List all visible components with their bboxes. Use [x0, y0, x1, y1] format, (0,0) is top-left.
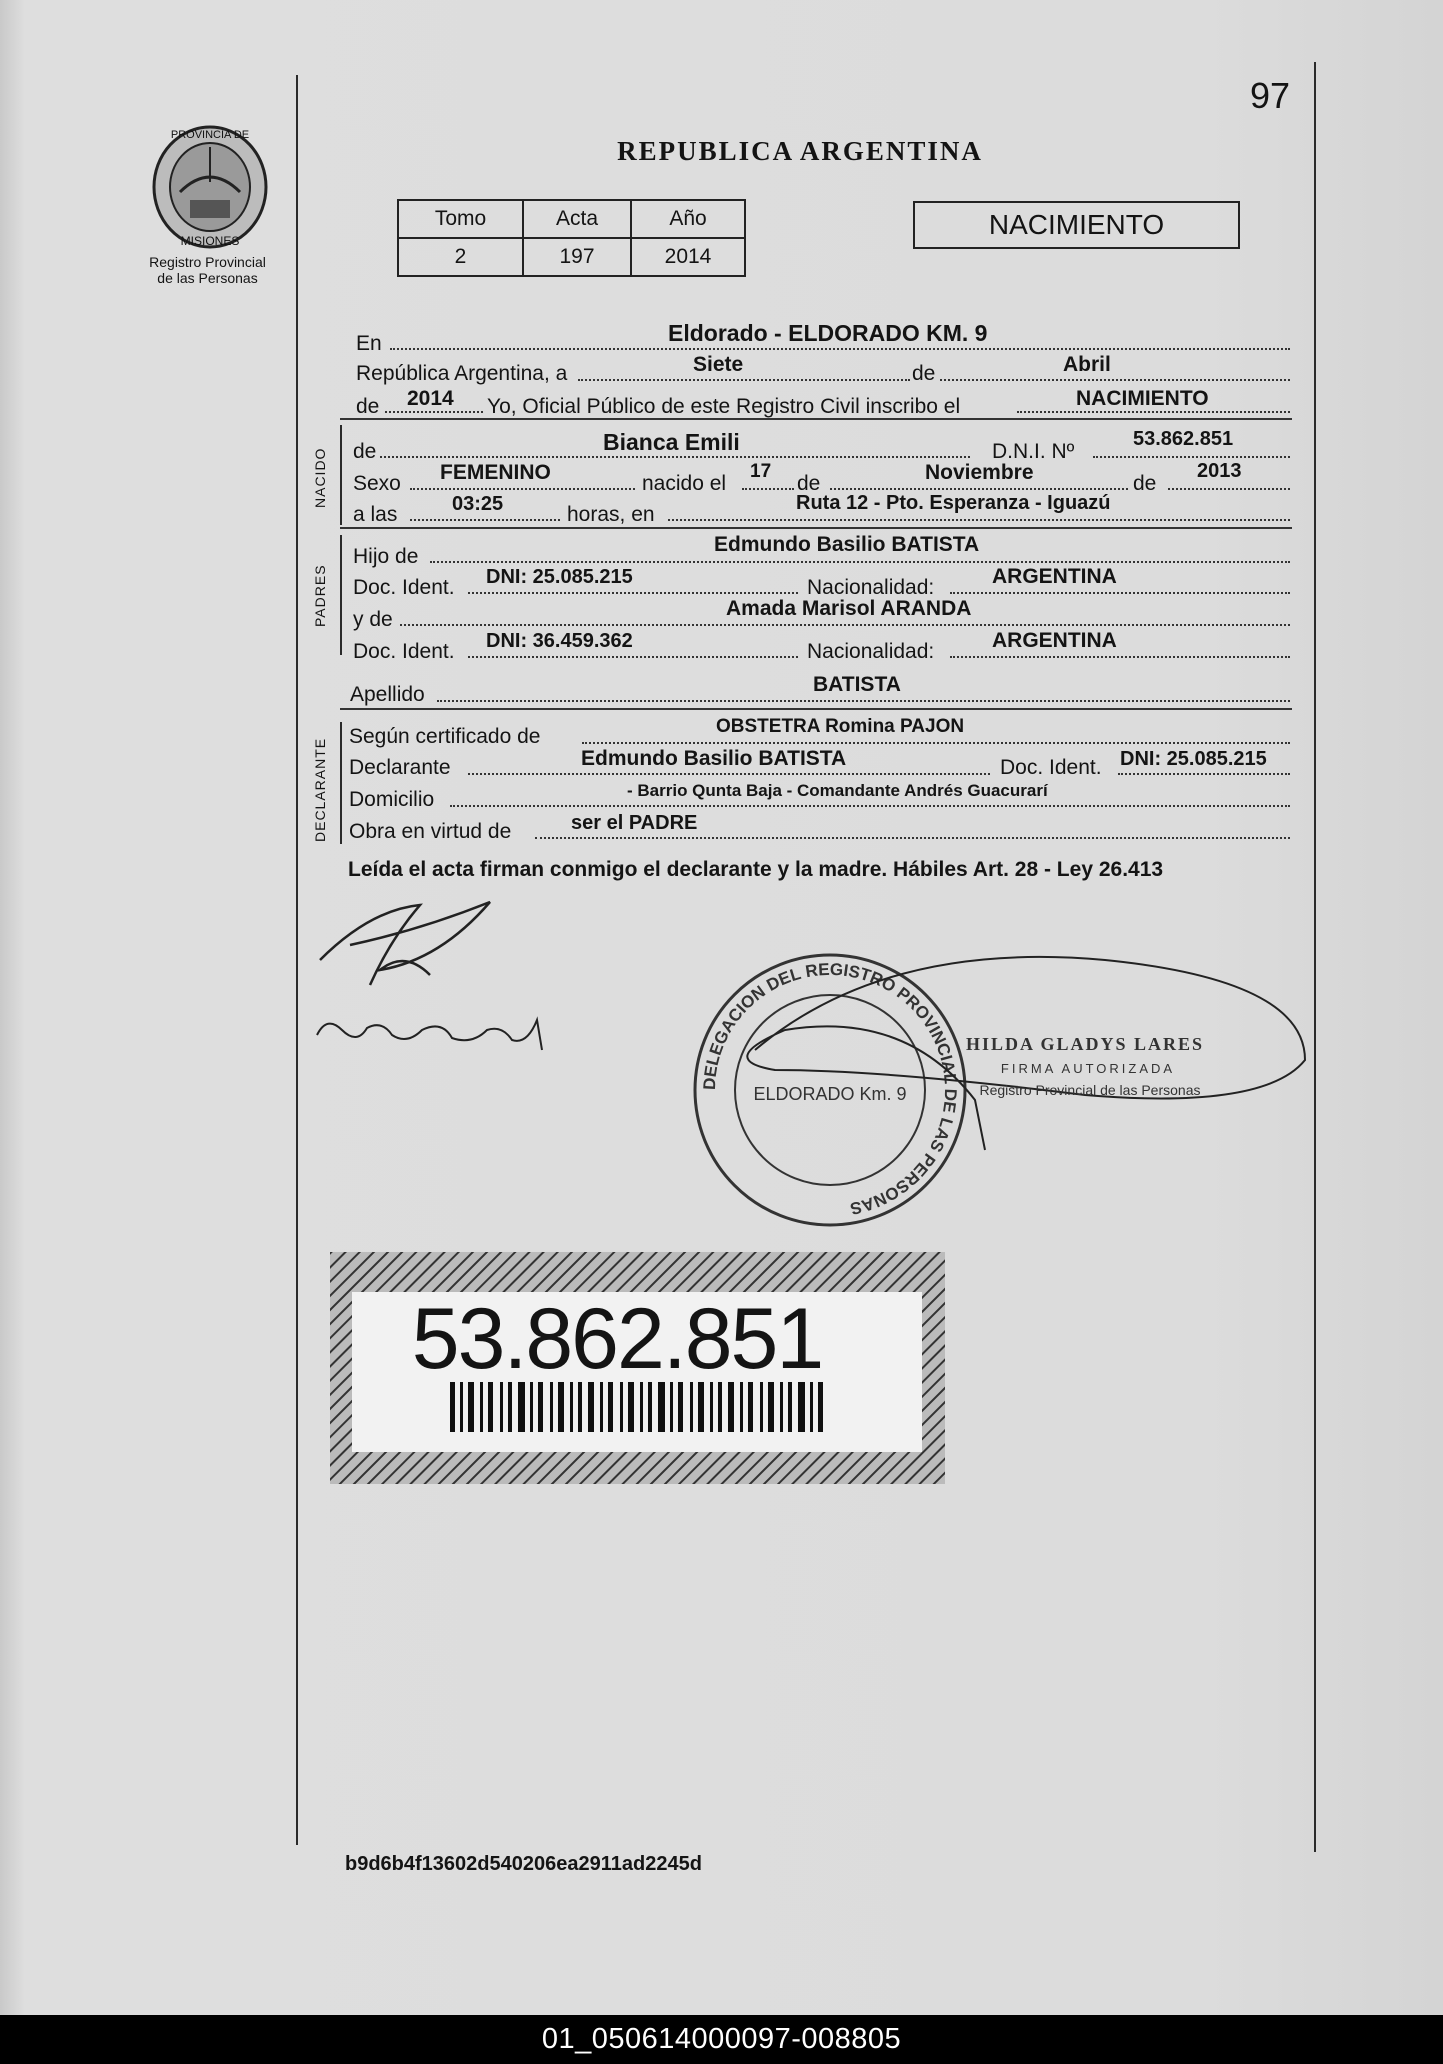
svg-text:FIRMA AUTORIZADA: FIRMA AUTORIZADA: [1000, 1061, 1176, 1076]
mother-nat: ARGENTINA: [992, 629, 1117, 652]
ano-header: Año: [631, 200, 745, 238]
page-number: 97: [1250, 75, 1291, 116]
nacido-section-label: NACIDO: [312, 447, 328, 508]
svg-text:Aranda marisol: Aranda marisol: [312, 1000, 319, 1001]
left-margin-line: [296, 75, 298, 1845]
document-hash: b9d6b4f13602d540206ea2911ad2245d: [345, 1853, 702, 1875]
nacido-de-label-2: de: [797, 472, 821, 495]
birth-day: 17: [750, 461, 772, 482]
horas-label: horas, en: [567, 503, 655, 526]
svg-text:Registro Provincial de las Per: Registro Provincial de las Personas: [979, 1082, 1201, 1098]
document-title: REPUBLICA ARGENTINA: [617, 136, 983, 166]
cert-value: OBSTETRA Romina PAJON: [716, 716, 965, 737]
dni-label: D.N.I. Nº: [992, 440, 1075, 463]
acta-header: Acta: [523, 200, 631, 238]
de-label-1: de: [912, 362, 936, 385]
obra-value: ser el PADRE: [571, 812, 698, 834]
svg-text:HILDA GLADYS LARES: HILDA GLADYS LARES: [965, 1034, 1205, 1054]
logo-caption: Registro Provincial de las Personas: [149, 254, 266, 286]
birth-month: Noviembre: [925, 461, 1034, 484]
official-stamp: [685, 950, 1325, 1230]
year-value: 2014: [407, 387, 454, 410]
a-las-label: a las: [353, 503, 398, 526]
closing-statement: Leída el acta firman conmigo el declarante y la madre. Hábiles Art. 28 - Ley 26.413: [348, 858, 1164, 881]
nacido-de-label: de: [353, 440, 377, 463]
tomo-header: Tomo: [398, 200, 523, 238]
domicilio-label: Domicilio: [349, 788, 435, 811]
month-value: Abril: [1063, 353, 1111, 376]
place-value: Eldorado - ELDORADO KM. 9: [668, 320, 988, 346]
en-label: En: [356, 332, 382, 355]
mother-name: Amada Marisol ARANDA: [726, 597, 972, 620]
record-type-box: NACIMIENTO: [913, 201, 1240, 249]
declarante-doc: DNI: 25.085.215: [1120, 748, 1267, 770]
apellido-label: Apellido: [350, 683, 425, 706]
obra-label: Obra en virtud de: [349, 820, 512, 843]
acta-value: 197: [523, 238, 631, 276]
tomo-value: 2: [398, 238, 523, 276]
father-doc: DNI: 25.085.215: [486, 566, 633, 588]
ano-value: 2014: [631, 238, 745, 276]
footer-id: 01_050614000097-008805: [0, 2015, 1443, 2064]
declarante-label: Declarante: [349, 756, 451, 779]
hijo-de-label: Hijo de: [353, 545, 419, 568]
birth-place: Ruta 12 - Pto. Esperanza - Iguazú: [796, 492, 1111, 514]
svg-text:PROVINCIA DE: PROVINCIA DE: [170, 129, 250, 141]
father-nat-label: Nacionalidad:: [807, 576, 935, 599]
mother-nat-label: Nacionalidad:: [807, 640, 935, 663]
sexo-value: FEMENINO: [440, 461, 551, 484]
svg-text:ELDORADO Km. 9: ELDORADO Km. 9: [753, 1084, 907, 1104]
cert-label: Según certificado de: [349, 725, 541, 748]
y-de-label: y de: [353, 608, 393, 631]
sexo-label: Sexo: [353, 472, 401, 495]
mother-doc-label: Doc. Ident.: [353, 640, 455, 663]
declarante-section-label: DECLARANTE: [312, 737, 328, 842]
birth-time: 03:25: [452, 493, 504, 515]
father-nat: ARGENTINA: [992, 565, 1117, 588]
barcode-number: 53.862.851: [411, 1291, 823, 1387]
register-table: [397, 199, 746, 277]
child-name: Bianca Emili: [603, 429, 740, 455]
domicilio-value: - Barrio Qunta Baja - Comandante Andrés Guacurarí: [627, 781, 1048, 800]
mother-signature: [312, 1000, 562, 1065]
declarante-value: Edmundo Basilio BATISTA: [581, 747, 847, 770]
apellido-value: BATISTA: [813, 673, 901, 696]
svg-text:MISIONES: MISIONES: [180, 234, 240, 248]
nacido-de-label-3: de: [1133, 472, 1157, 495]
nacido-el-label: nacido el: [642, 472, 727, 495]
record-value: NACIMIENTO: [1076, 387, 1209, 410]
province-seal-logo: [150, 122, 270, 252]
padres-section-label: PADRES: [312, 564, 328, 627]
de-label-2: de: [356, 395, 380, 418]
father-name: Edmundo Basilio BATISTA: [714, 533, 980, 556]
child-dni: 53.862.851: [1133, 428, 1234, 450]
officer-text: Yo, Oficial Público de este Registro Civil inscribo el: [487, 395, 961, 418]
declarant-signature: [310, 890, 500, 1000]
declarante-doc-label: Doc. Ident.: [1000, 756, 1102, 779]
mother-doc: DNI: 36.459.362: [486, 630, 633, 652]
svg-text:DELEGACION DEL REGISTRO PROVIN: DELEGACION DEL REGISTRO PROVINCIAL DE LAS PERSONAS: [699, 959, 961, 1219]
birth-year: 2013: [1197, 460, 1242, 482]
day-value: Siete: [693, 353, 744, 376]
republica-label: República Argentina, a: [356, 362, 568, 385]
father-doc-label: Doc. Ident.: [353, 576, 455, 599]
